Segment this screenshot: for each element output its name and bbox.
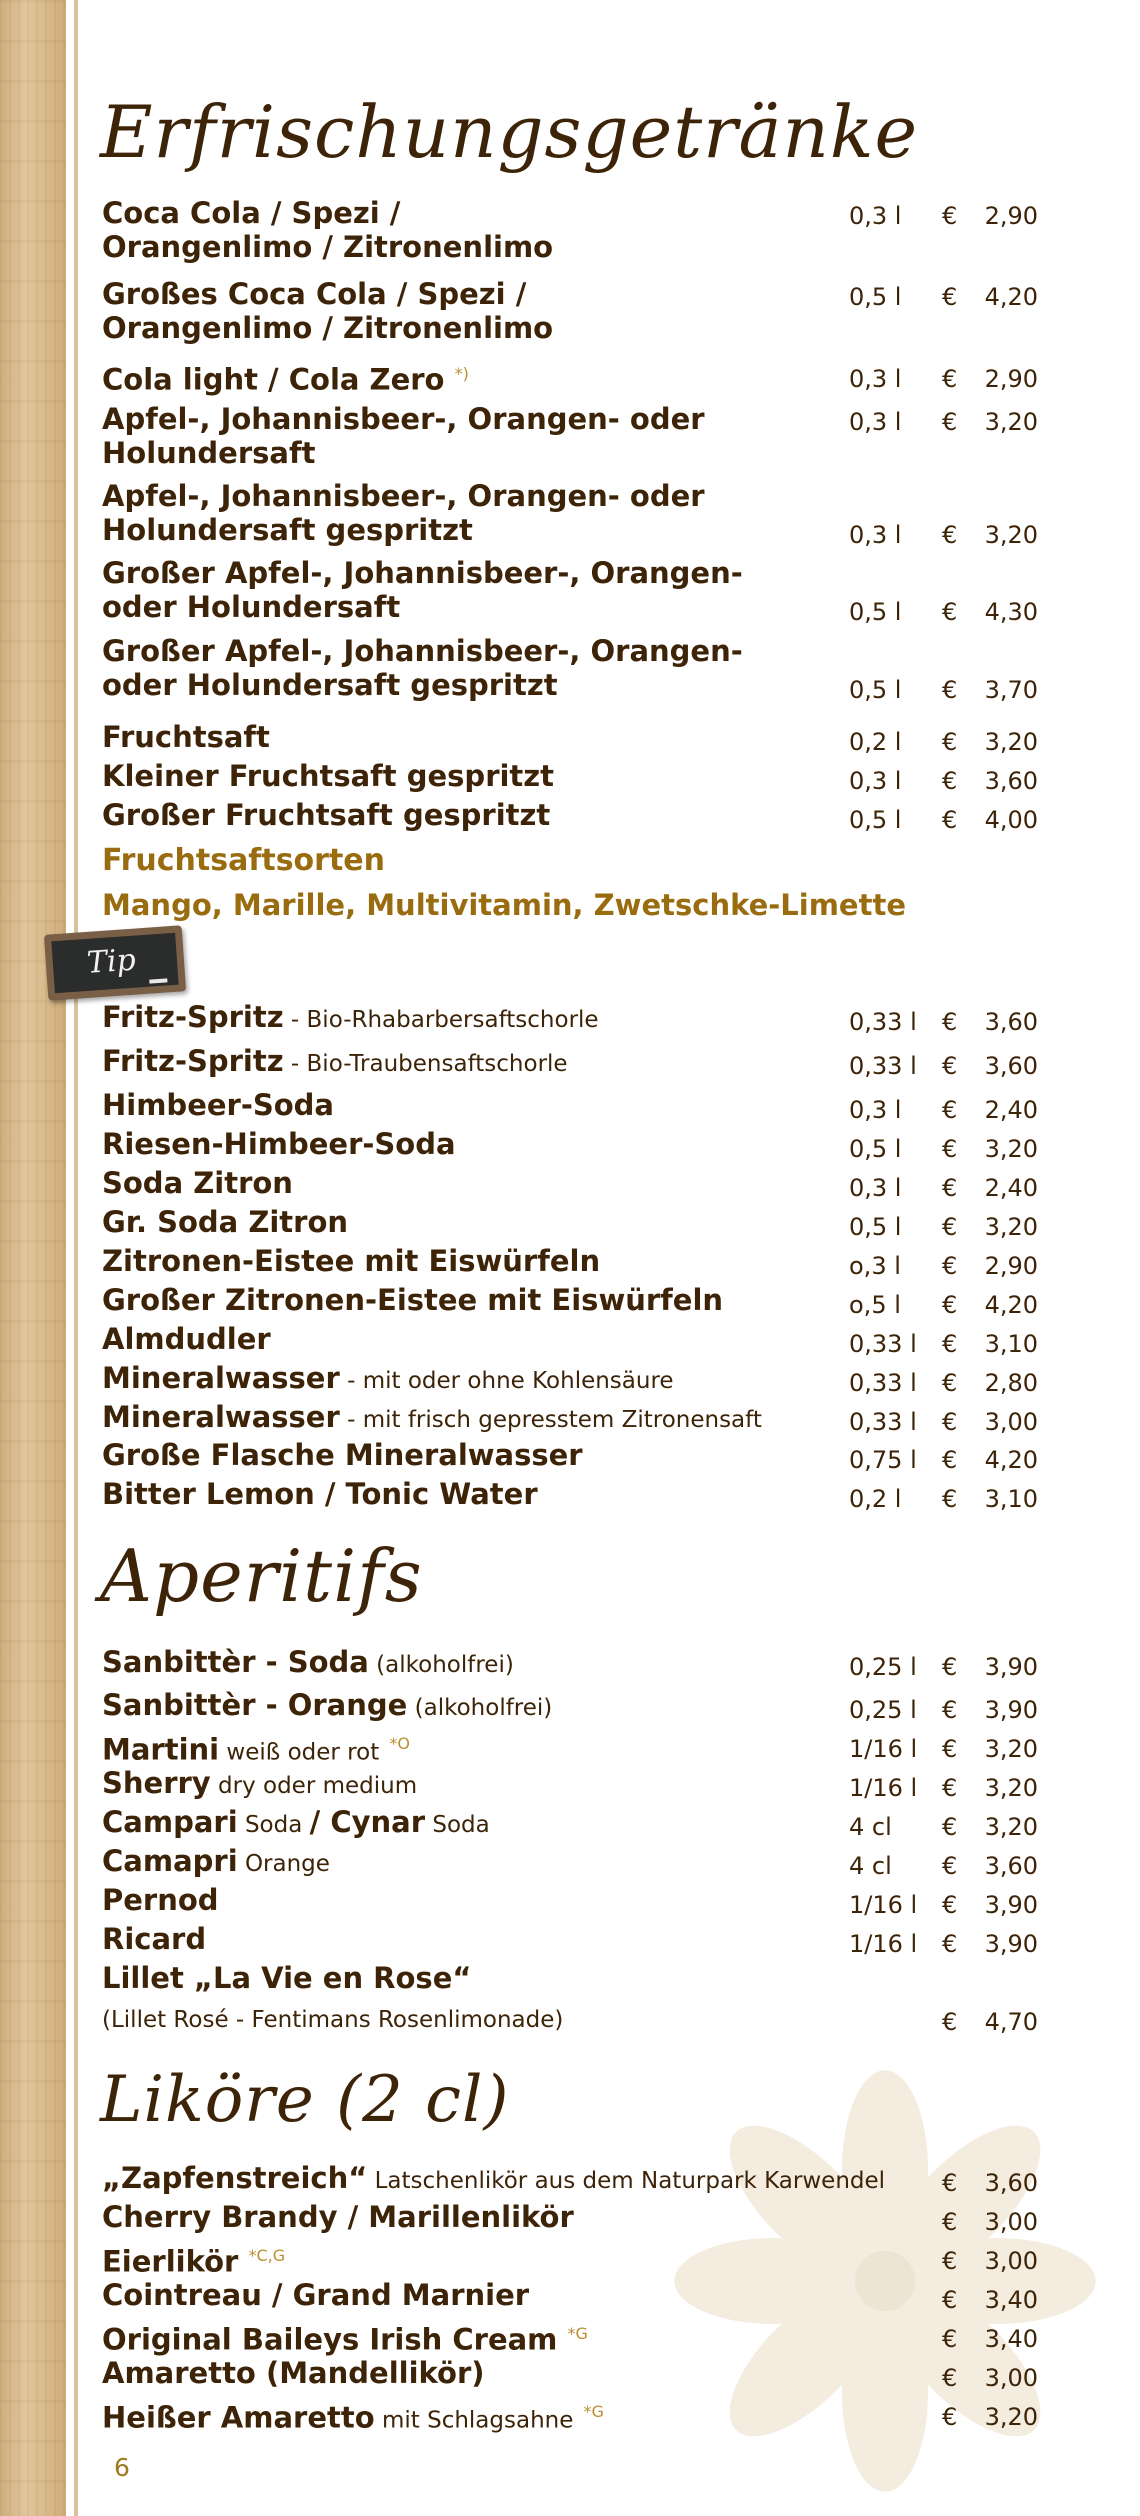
item-price: 4,20: [984, 1291, 1038, 1319]
item-name: Apfel-, Johannisbeer-, Orangen- oder Holundersaft gespritzt: [102, 479, 705, 547]
menu-item: [102, 2200, 1038, 2238]
heading-refreshments: Erfrischungsgetränke: [100, 90, 919, 174]
item-price: 3,90: [984, 1696, 1038, 1724]
item-volume: 0,75 l: [849, 1446, 917, 1474]
item-price: 3,20: [984, 1774, 1038, 1802]
item-volume: 0,5 l: [849, 598, 902, 626]
item-price: 3,20: [984, 408, 1038, 436]
item-price: 2,80: [984, 1369, 1038, 1397]
item-description: (Lillet Rosé - Fentimans Rosenlimonade): [102, 2007, 564, 2033]
item-volume: 1/16 l: [849, 1930, 918, 1958]
menu-item: [102, 1322, 1038, 1360]
euro-sign: €: [942, 1052, 958, 1080]
item-price: 3,60: [984, 1852, 1038, 1880]
item-name: Cherry Brandy / Marillenlikör: [102, 2200, 574, 2234]
menu-item: [102, 2395, 1038, 2433]
item-price: 3,00: [984, 2208, 1038, 2236]
item-volume: 0,3 l: [849, 408, 902, 436]
euro-sign: €: [942, 1330, 958, 1358]
item-name: Großer Fruchtsaft gespritzt: [102, 798, 551, 832]
euro-sign: €: [942, 365, 958, 393]
item-price: 3,20: [984, 1813, 1038, 1841]
euro-sign: €: [942, 1813, 958, 1841]
heading-aperitifs: Aperitifs: [100, 1534, 423, 1618]
item-volume: 0,33 l: [849, 1008, 917, 1036]
item-volume: 0,33 l: [849, 1052, 917, 1080]
euro-sign: €: [942, 1291, 958, 1319]
item-name: Sanbittèr - Orange (alkoholfrei): [102, 1688, 553, 1722]
euro-sign: €: [942, 1174, 958, 1202]
item-volume: o,5 l: [849, 1291, 901, 1319]
menu-item: [102, 634, 1038, 706]
border-divider-inner: [74, 0, 78, 2516]
item-price: 3,60: [984, 1052, 1038, 1080]
item-volume: 1/16 l: [849, 1774, 918, 1802]
item-name: Fruchtsaft: [102, 720, 270, 754]
menu-item: [102, 1727, 1038, 1765]
item-name: „Zapfenstreich“ Latschenlikör aus dem Naturpark Karwendel: [102, 2161, 886, 2195]
item-price: 2,40: [984, 1096, 1038, 1124]
item-volume: 0,3 l: [849, 767, 902, 795]
menu-item: [102, 798, 1038, 836]
menu-item: [102, 357, 1038, 395]
menu-item: [102, 277, 1038, 349]
euro-sign: €: [942, 1653, 958, 1681]
item-name: Amaretto (Mandellikör): [102, 2356, 485, 2390]
euro-sign: €: [942, 1852, 958, 1880]
item-name: Großer Zitronen-Eistee mit Eiswürfeln: [102, 1283, 724, 1317]
euro-sign: €: [942, 1485, 958, 1513]
item-name: Fritz-Spritz - Bio-Rhabarbersaftschorle: [102, 1000, 599, 1034]
item-volume: 0,25 l: [849, 1653, 917, 1681]
euro-sign: €: [942, 598, 958, 626]
euro-sign: €: [942, 2208, 958, 2236]
item-name: Riesen-Himbeer-Soda: [102, 1127, 456, 1161]
item-price: 4,20: [984, 283, 1038, 311]
euro-sign: €: [942, 1252, 958, 1280]
menu-item: [102, 720, 1038, 758]
menu-item: [102, 1922, 1038, 1960]
item-price: 3,60: [984, 767, 1038, 795]
item-price: 4,00: [984, 806, 1038, 834]
item-name: Großer Apfel-, Johannisbeer-, Orangen- oder Holundersaft gespritzt: [102, 634, 743, 702]
fruit-juice-sorts-title: Fruchtsaftsorten: [102, 843, 386, 878]
item-name: Soda Zitron: [102, 1166, 293, 1200]
euro-sign: €: [942, 2008, 958, 2036]
item-price: 3,00: [984, 2247, 1038, 2275]
menu-item: [102, 2161, 1038, 2199]
item-price: 3,20: [984, 1135, 1038, 1163]
item-name: Himbeer-Soda: [102, 1088, 334, 1122]
euro-sign: €: [942, 676, 958, 704]
euro-sign: €: [942, 2247, 958, 2275]
item-name: Ricard: [102, 1922, 207, 1956]
item-name: Original Baileys Irish Cream $^{*G}$: [102, 2322, 588, 2357]
item-price: 3,20: [984, 521, 1038, 549]
menu-item: [102, 1883, 1038, 1921]
menu-item: [102, 1205, 1038, 1243]
euro-sign: €: [942, 1408, 958, 1436]
item-volume: 0,5 l: [849, 1213, 902, 1241]
menu-item: [102, 196, 1038, 268]
menu-item: [102, 1088, 1038, 1126]
euro-sign: €: [942, 767, 958, 795]
wood-border: [0, 0, 66, 2516]
item-price: 3,20: [984, 728, 1038, 756]
item-name: Martini weiß oder rot $^{*O}$: [102, 1732, 410, 1767]
item-volume: 0,33 l: [849, 1330, 917, 1358]
item-name: Bitter Lemon / Tonic Water: [102, 1477, 538, 1511]
item-name: Mineralwasser - mit oder ohne Kohlensäure: [102, 1361, 674, 1395]
menu-item: [102, 1283, 1038, 1321]
item-name: Cointreau / Grand Marnier: [102, 2278, 530, 2312]
menu-item: [102, 1044, 1038, 1082]
euro-sign: €: [942, 2403, 958, 2431]
item-price: 3,00: [984, 2364, 1038, 2392]
euro-sign: €: [942, 2364, 958, 2392]
item-name: Eierlikör $^{*C,G}$: [102, 2244, 286, 2279]
item-volume: 4 cl: [849, 1813, 892, 1841]
item-volume: 0,3 l: [849, 1096, 902, 1124]
euro-sign: €: [942, 1369, 958, 1397]
item-price: 4,20: [984, 1446, 1038, 1474]
item-price: 3,20: [984, 1213, 1038, 1241]
menu-item: [102, 1961, 1038, 1999]
euro-sign: €: [942, 1446, 958, 1474]
menu-item: [102, 2278, 1038, 2316]
menu-item: [102, 2317, 1038, 2355]
item-price: 3,40: [984, 2325, 1038, 2353]
item-price: 3,70: [984, 676, 1038, 704]
heading-liqueurs: Liköre (2 cl): [100, 2063, 510, 2137]
item-name: Fritz-Spritz - Bio-Traubensaftschorle: [102, 1044, 568, 1078]
item-price: 3,10: [984, 1330, 1038, 1358]
item-volume: 0,3 l: [849, 365, 902, 393]
item-volume: 0,3 l: [849, 1174, 902, 1202]
item-volume: 4 cl: [849, 1852, 892, 1880]
item-price: 3,60: [984, 1008, 1038, 1036]
menu-item: [102, 1766, 1038, 1804]
euro-sign: €: [942, 521, 958, 549]
euro-sign: €: [942, 1735, 958, 1763]
tip-label: Tip: [51, 933, 178, 994]
item-name: Apfel-, Johannisbeer-, Orangen- oder Holundersaft: [102, 402, 705, 470]
item-volume: 0,3 l: [849, 521, 902, 549]
menu-item: [102, 1166, 1038, 1204]
item-name: Lillet „La Vie en Rose“: [102, 1961, 472, 1995]
item-price: 3,20: [984, 1735, 1038, 1763]
item-name: Sherry dry oder medium: [102, 1766, 418, 1800]
item-name: Kleiner Fruchtsaft gespritzt: [102, 759, 555, 793]
menu-item: [102, 1438, 1038, 1476]
menu-item: [102, 1244, 1038, 1282]
item-volume: 0,2 l: [849, 1485, 902, 1513]
page-number: 6: [114, 2453, 130, 2482]
menu-item: [102, 1844, 1038, 1882]
euro-sign: €: [942, 1930, 958, 1958]
item-volume: 1/16 l: [849, 1891, 918, 1919]
item-volume: 0,33 l: [849, 1408, 917, 1436]
item-name: Gr. Soda Zitron: [102, 1205, 349, 1239]
item-name: Almdudler: [102, 1322, 271, 1356]
menu-item: [102, 1400, 1038, 1438]
euro-sign: €: [942, 728, 958, 756]
menu-item: [102, 2356, 1038, 2394]
item-name: Großes Coca Cola / Spezi / Orangenlimo / Zitronenlimo: [102, 277, 554, 345]
item-price: 4,30: [984, 598, 1038, 626]
euro-sign: €: [942, 2325, 958, 2353]
border-divider: [66, 0, 74, 2516]
item-name: Pernod: [102, 1883, 219, 1917]
tip-chalkboard: [44, 925, 186, 1000]
menu-item: [102, 1127, 1038, 1165]
item-volume: 0,2 l: [849, 728, 902, 756]
menu-item: [102, 1000, 1038, 1038]
euro-sign: €: [942, 1696, 958, 1724]
menu-item: [102, 402, 1038, 474]
item-name: Cola light / Cola Zero *): [102, 362, 469, 397]
item-price: 3,60: [984, 2169, 1038, 2197]
item-volume: 0,5 l: [849, 806, 902, 834]
item-name: Große Flasche Mineralwasser: [102, 1438, 583, 1472]
item-name: Sanbittèr - Soda (alkoholfrei): [102, 1645, 514, 1679]
euro-sign: €: [942, 202, 958, 230]
item-price: 3,90: [984, 1653, 1038, 1681]
item-name: Großer Apfel-, Johannisbeer-, Orangen- oder Holundersaft: [102, 556, 743, 624]
item-price: 2,90: [984, 1252, 1038, 1280]
item-price: 2,40: [984, 1174, 1038, 1202]
euro-sign: €: [942, 2169, 958, 2197]
euro-sign: €: [942, 408, 958, 436]
fruit-juice-sorts-list: Mango, Marille, Multivitamin, Zwetschke-Limette: [102, 888, 906, 922]
item-price: 3,10: [984, 1485, 1038, 1513]
item-price: 3,00: [984, 1408, 1038, 1436]
item-volume: 0,3 l: [849, 202, 902, 230]
euro-sign: €: [942, 1774, 958, 1802]
item-name: Coca Cola / Spezi / Orangenlimo / Zitronenlimo: [102, 196, 554, 264]
euro-sign: €: [942, 1135, 958, 1163]
menu-item: [102, 1688, 1038, 1726]
item-price: 3,40: [984, 2286, 1038, 2314]
euro-sign: €: [942, 1213, 958, 1241]
item-price: 3,90: [984, 1891, 1038, 1919]
item-name: Camapri Orange: [102, 1844, 330, 1878]
item-volume: 0,5 l: [849, 1135, 902, 1163]
menu-item: [102, 759, 1038, 797]
menu-item: [102, 556, 1038, 628]
item-volume: 0,5 l: [849, 283, 902, 311]
item-volume: o,3 l: [849, 1252, 901, 1280]
item-name: Zitronen-Eistee mit Eiswürfeln: [102, 1244, 601, 1278]
euro-sign: €: [942, 2286, 958, 2314]
menu-item: [102, 479, 1038, 551]
item-price: 3,90: [984, 1930, 1038, 1958]
item-volume: 0,25 l: [849, 1696, 917, 1724]
menu-item: [102, 2239, 1038, 2277]
item-name: Campari Soda / Cynar Soda: [102, 1805, 490, 1839]
menu-item: [102, 1805, 1038, 1843]
item-price: 2,90: [984, 202, 1038, 230]
item-name: Mineralwasser - mit frisch gepresstem Zitronensaft: [102, 1400, 762, 1434]
item-price: 3,20: [984, 2403, 1038, 2431]
menu-item-sub: [102, 2000, 1038, 2038]
euro-sign: €: [942, 283, 958, 311]
item-price: 4,70: [984, 2008, 1038, 2036]
item-volume: 0,5 l: [849, 676, 902, 704]
euro-sign: €: [942, 1008, 958, 1036]
euro-sign: €: [942, 1096, 958, 1124]
item-name: Heißer Amaretto mit Schlagsahne $^{*G}$: [102, 2400, 604, 2435]
euro-sign: €: [942, 1891, 958, 1919]
menu-item: [102, 1645, 1038, 1683]
item-volume: 0,33 l: [849, 1369, 917, 1397]
menu-item: [102, 1361, 1038, 1399]
item-volume: 1/16 l: [849, 1735, 918, 1763]
euro-sign: €: [942, 806, 958, 834]
item-price: 2,90: [984, 365, 1038, 393]
menu-item: [102, 1477, 1038, 1515]
